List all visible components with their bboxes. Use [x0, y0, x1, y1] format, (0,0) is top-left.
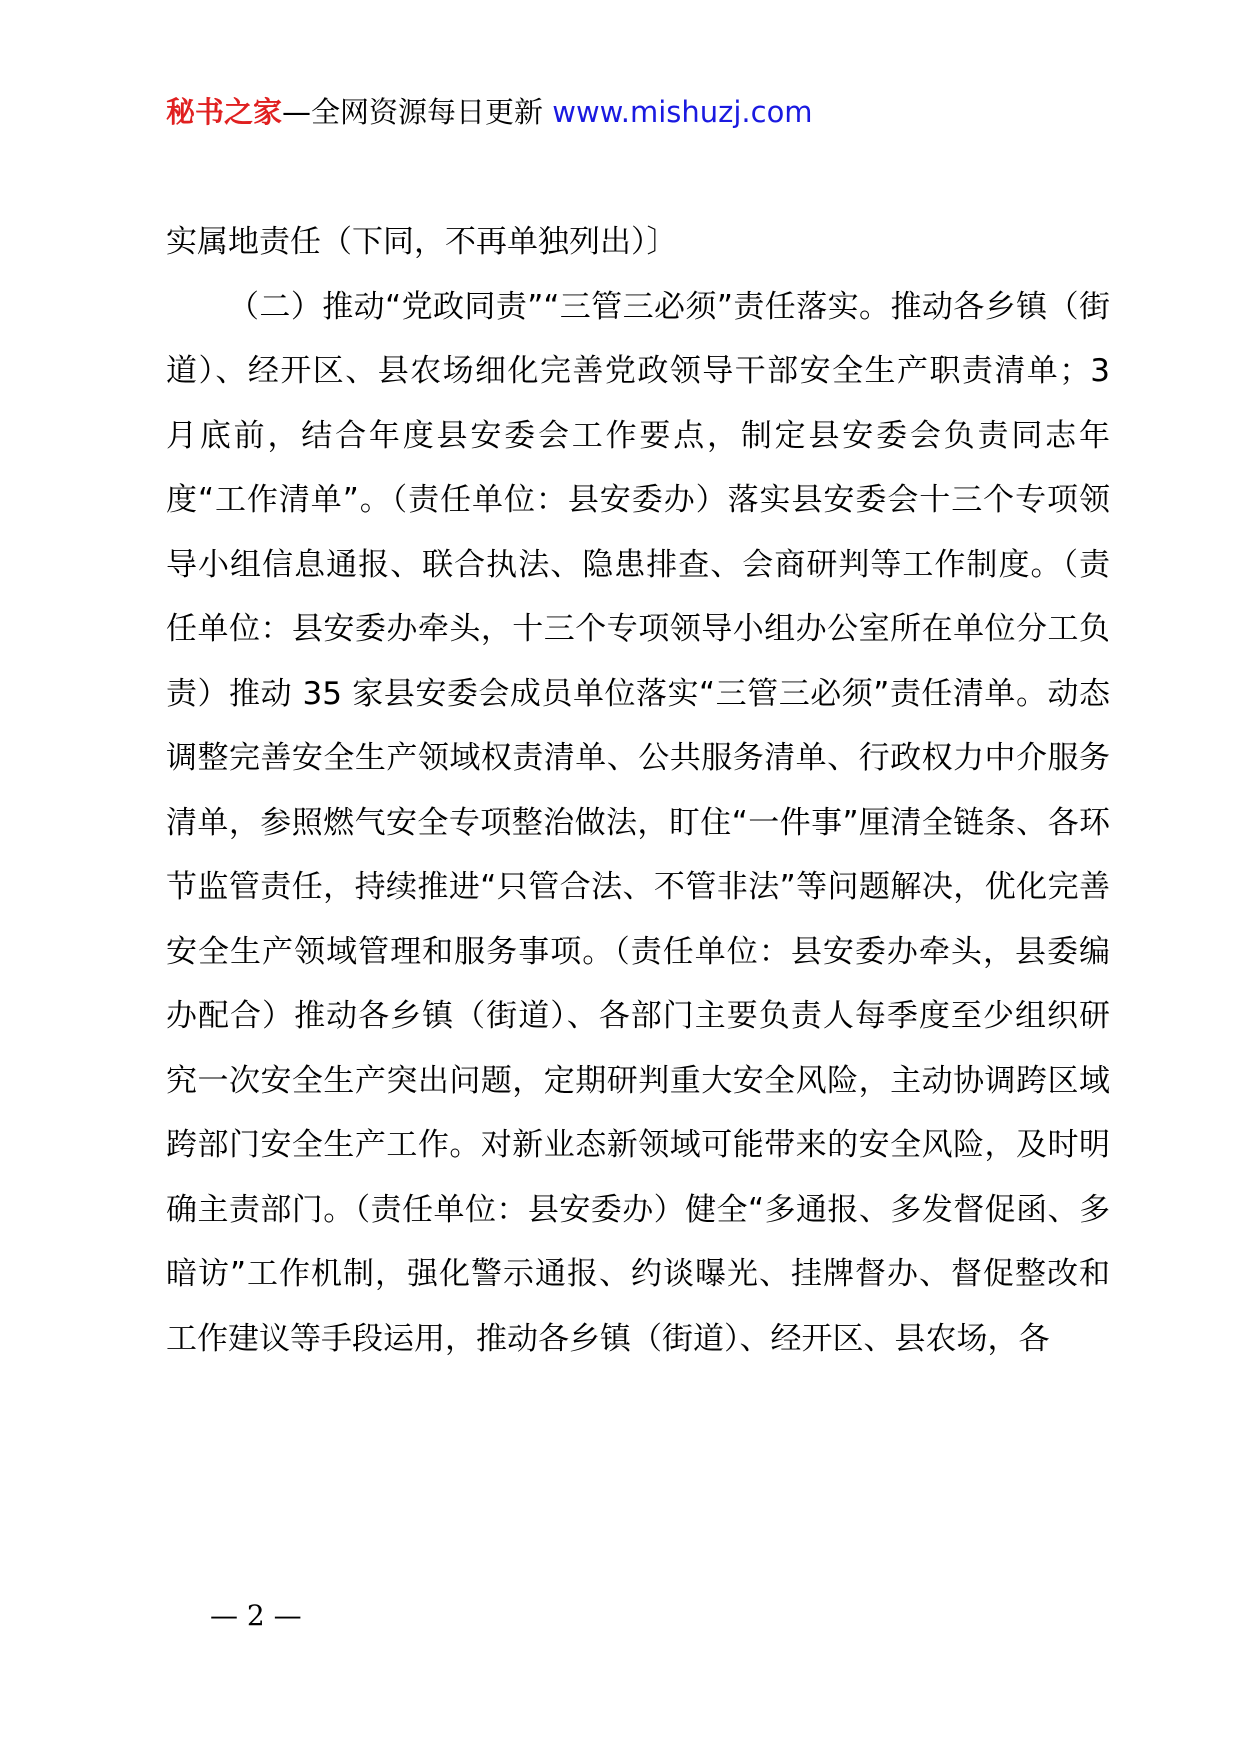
brand-name: 秘书之家	[166, 95, 283, 129]
section-paragraph: （二）推动“党政同责”“三管三必须”责任落实。推动各乡镇（街道）、经开区、县农场细化完善党政领导干部安全生产职责清单；3 月底前，结合年度县安委会工作要点，制定县安委会负责同志年度“工作清单”。（责任单位：县安委办）落实县安委会十三个专项领导小组信息通报、联合执法、隐患排查、会商研判等工作制度。（责任单位：县安委办牵头，十三个专项领导小组办公室所在单位分工负责）推动 35 家县安委会成员单位落实“三管三必须”责任清单。动态调整完善安全生产领域权责清单、公共服务清单、行政权力中介服务清单，参照燃气安全专项整治做法，盯住“一件事”厘清全链条、各环节监管责任，持续推进“只管合法、不管非法”等问题解决，优化完善安全生产领域管理和服务事项。（责任单位：县安委办牵头，县委编办配合）推动各乡镇（街道）、各部门主要负责人每季度至少组织研究一次安全生产突出问题，定期研判重大安全风险，主动协调跨区域跨部门安全生产工作。对新业态新领域可能带来的安全风险，及时明确主责部门。（责任单位：县安委办）健全“多通报、多发督促函、多暗访”工作机制，强化警示通报、约谈曝光、挂牌督办、督促整改和工作建议等手段运用，推动各乡镇（街道）、经开区、县农场，各	[166, 288, 1110, 1357]
site-url-link[interactable]: www.mishuzj.com	[552, 95, 813, 129]
continuation-paragraph: 实属地责任（下同，不再单独列出）〕	[166, 224, 678, 260]
page-number: — 2 —	[210, 1599, 302, 1632]
document-body	[166, 210, 1110, 1371]
header-tagline: —全网资源每日更新	[282, 95, 553, 129]
site-header	[166, 92, 813, 132]
